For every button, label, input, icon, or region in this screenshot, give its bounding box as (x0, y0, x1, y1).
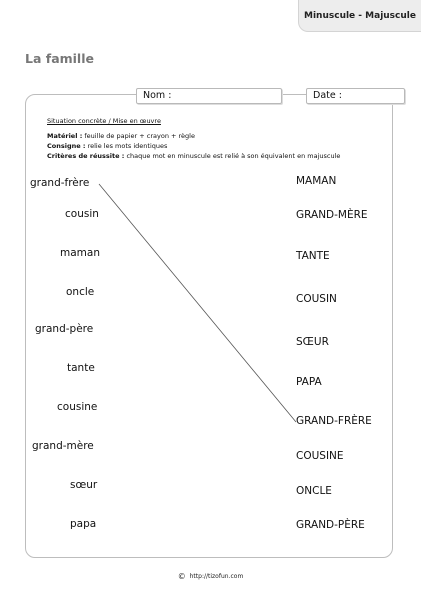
left-word-cousin[interactable]: cousin (65, 208, 99, 220)
consigne-label: Consigne : (47, 142, 86, 150)
date-field-label: Date : (313, 90, 342, 101)
criteres-text: chaque mot en minuscule est relié à son équivalent en majuscule (126, 152, 341, 160)
consigne-text: relie les mots identiques (87, 142, 168, 150)
left-word-papa[interactable]: papa (70, 518, 97, 530)
left-word-maman[interactable]: maman (60, 247, 100, 259)
copyright-icon: © (177, 572, 186, 581)
right-word-papa[interactable]: PAPA (296, 376, 322, 388)
right-word-tante[interactable]: TANTE (296, 250, 330, 262)
matching-line-grand-frere (99, 184, 296, 422)
left-word-cousine[interactable]: cousine (57, 401, 98, 413)
footer-url[interactable]: http://tizofun.com (189, 573, 244, 580)
materiel-text: feuille de papier + crayon + règle (84, 132, 195, 140)
left-word-grand-frere[interactable]: grand-frère (30, 177, 90, 189)
materiel-label: Matériel : (47, 132, 83, 140)
right-word-cousine[interactable]: COUSINE (296, 450, 344, 462)
right-word-oncle[interactable]: ONCLE (296, 485, 332, 497)
left-word-grand-mere[interactable]: grand-mère (32, 440, 94, 452)
left-word-tante[interactable]: tante (67, 362, 95, 374)
footer (0, 572, 421, 581)
left-word-soeur[interactable]: sœur (70, 479, 98, 491)
name-field-label: Nom : (143, 90, 172, 101)
page-category-label: Minuscule - Majuscule (304, 10, 416, 21)
right-word-grand-mere[interactable]: GRAND-MÈRE (296, 209, 368, 221)
right-word-soeur[interactable]: SŒUR (296, 336, 329, 348)
criteres-label: Critères de réussite : (47, 152, 125, 160)
right-word-cousin[interactable]: COUSIN (296, 293, 337, 305)
left-word-grand-pere[interactable]: grand-père (35, 323, 94, 335)
right-word-grand-pere[interactable]: GRAND-PÈRE (296, 519, 365, 531)
right-word-maman[interactable]: MAMAN (296, 175, 337, 187)
situation-heading: Situation concrète / Mise en œuvre (47, 117, 161, 125)
right-word-grand-frere[interactable]: GRAND-FRÈRE (296, 415, 372, 427)
left-word-oncle[interactable]: oncle (66, 286, 95, 298)
page-title: La famille (25, 51, 94, 66)
